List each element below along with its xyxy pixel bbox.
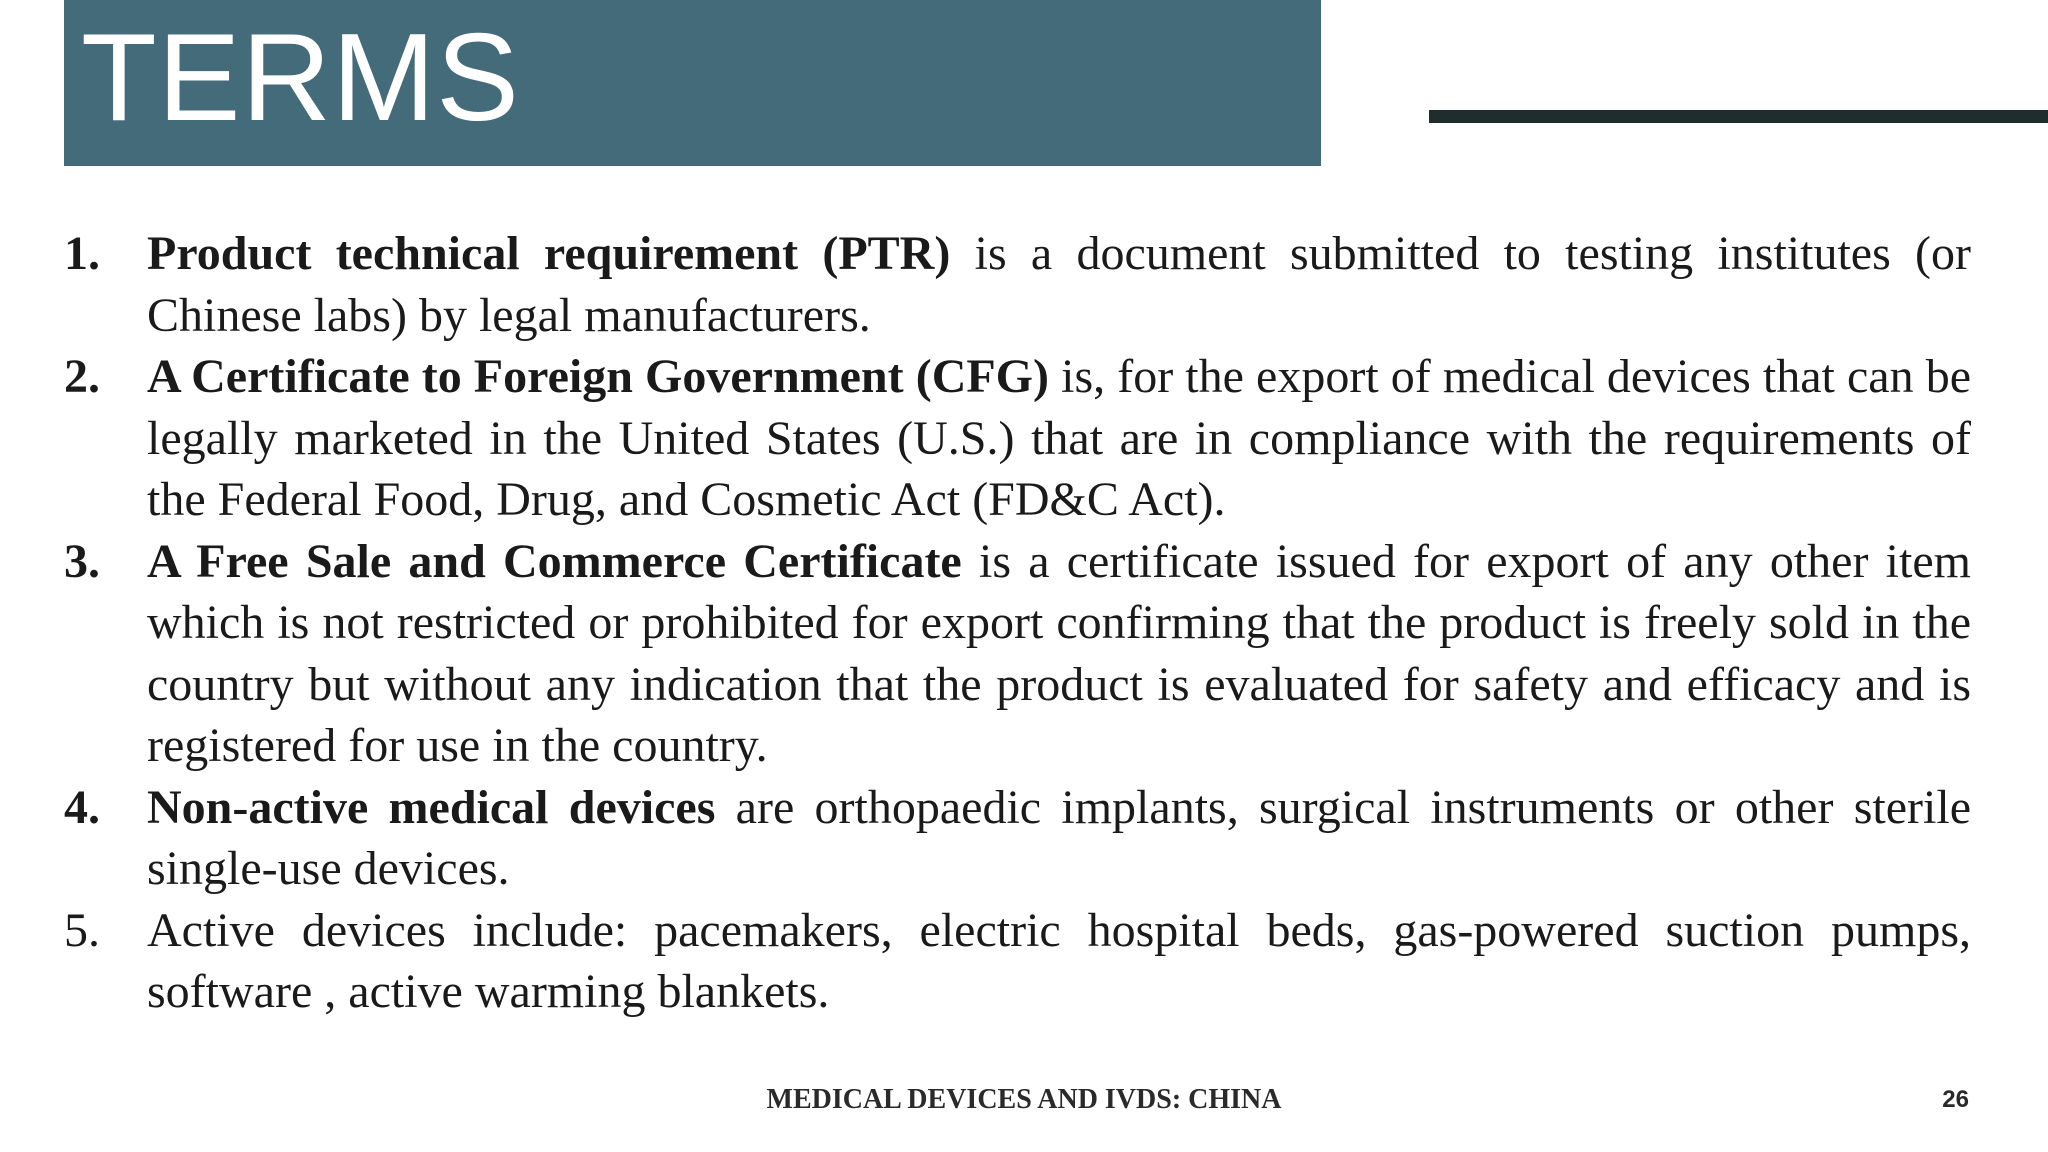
terms-list xyxy=(64,223,1971,1023)
term-number: 1. xyxy=(64,227,100,280)
term-key: A Certificate to Foreign Government (CFG) xyxy=(147,350,1050,403)
term-number: 4. xyxy=(64,780,100,834)
term-definition: are orthopaedic implants, surgical instruments or other sterile single-use devices. xyxy=(147,780,1972,895)
term-key: Product technical requirement (PTR) xyxy=(147,227,951,280)
term-item-ptr xyxy=(64,223,1971,346)
term-definition: is a document submitted to testing institutes (or Chinese labs) by legal manufacturers. xyxy=(147,227,1972,342)
term-item-active xyxy=(64,900,1971,1023)
title-rule-line xyxy=(1429,110,2048,123)
term-item-non-active xyxy=(64,777,1971,900)
slide-title: TERMS xyxy=(81,9,520,147)
page-number: 26 xyxy=(1942,1086,1969,1113)
term-number: 3. xyxy=(64,534,100,588)
term-item-free-sale xyxy=(64,531,1971,777)
term-key: Non-active medical devices xyxy=(147,780,716,834)
term-number: 5. xyxy=(64,903,100,957)
footer-text: MEDICAL DEVICES AND IVDS: CHINA xyxy=(766,1084,1282,1115)
term-definition: is, for the export of medical devices that can be legally marketed in the United States (U.S.) that are in compliance with the requirements of the Federal Food, Drug, and Cosmetic Act (FD&C Act). xyxy=(147,350,1972,526)
term-definition: is a certificate issued for export of any other item which is not restricted or prohibited for export confirming that the product is freely sold in the country but without any indication that the product is evaluated for safety and efficacy and is registered for use in the country. xyxy=(147,534,1971,772)
term-item-cfg xyxy=(64,346,1971,531)
term-definition: Active devices include: pacemakers, electric hospital beds, gas-powered suction pumps, software , active warming blankets. xyxy=(147,903,1971,1018)
term-key: A Free Sale and Commerce Certificate xyxy=(147,534,962,588)
term-number: 2. xyxy=(64,350,100,403)
